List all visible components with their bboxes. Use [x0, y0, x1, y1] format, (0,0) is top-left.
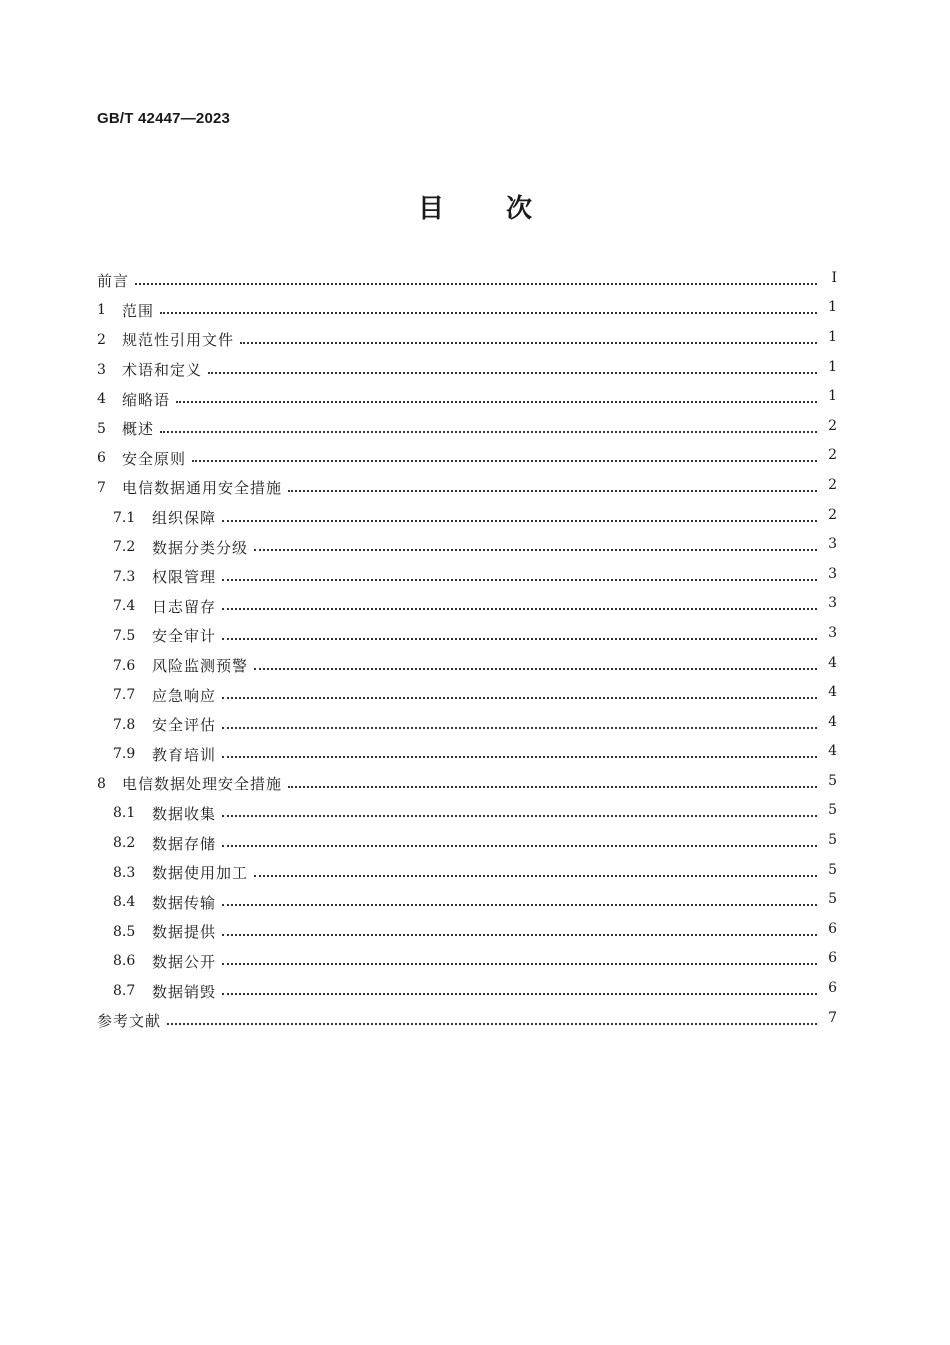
- toc-entry-number: 7.5: [113, 627, 136, 644]
- page-title: [0, 188, 950, 225]
- toc-entry[interactable]: [97, 325, 837, 355]
- toc-entry-label: 前言: [97, 272, 130, 291]
- toc-entry-page: 5: [828, 861, 837, 878]
- toc-entry-label: 数据提供: [152, 923, 217, 942]
- toc-entry-page: 1: [828, 388, 837, 405]
- toc-entry[interactable]: [97, 266, 837, 296]
- dot-leader: [240, 342, 817, 344]
- toc-entry-number: 7.4: [113, 598, 136, 615]
- toc-entry-number: 7.9: [113, 746, 136, 763]
- toc-entry[interactable]: [97, 473, 837, 503]
- toc-entry[interactable]: [97, 976, 837, 1006]
- toc-entry-page: 6: [828, 920, 837, 937]
- dot-leader: [160, 431, 817, 433]
- table-of-contents: [97, 266, 837, 1035]
- toc-entry-number: 5: [97, 420, 106, 437]
- toc-entry[interactable]: [97, 532, 837, 562]
- toc-entry-page: 5: [828, 832, 837, 849]
- standard-code: GB/T 42447—2023: [97, 110, 231, 127]
- toc-entry-page: 1: [828, 328, 837, 345]
- toc-entry-label: 数据销毁: [152, 982, 217, 1001]
- toc-entry-page: 6: [828, 980, 837, 997]
- toc-entry[interactable]: [97, 444, 837, 474]
- toc-entry[interactable]: [97, 414, 837, 444]
- toc-entry[interactable]: [97, 355, 837, 385]
- toc-entry[interactable]: [97, 947, 837, 977]
- toc-entry[interactable]: [97, 769, 837, 799]
- title-char-2: 次: [506, 194, 533, 224]
- dot-leader: [222, 638, 817, 640]
- dot-leader: [208, 372, 817, 374]
- dot-leader: [222, 579, 817, 581]
- toc-entry-label: 数据公开: [152, 952, 217, 971]
- toc-entry-number: 2: [97, 331, 106, 348]
- dot-leader: [254, 668, 817, 670]
- toc-entry-number: 7.2: [113, 539, 136, 556]
- toc-entry-label: 缩略语: [122, 390, 171, 409]
- dot-leader: [176, 401, 817, 403]
- toc-entry-page: 4: [828, 684, 837, 701]
- dot-leader: [160, 312, 817, 314]
- dot-leader: [222, 963, 817, 965]
- toc-entry[interactable]: [97, 296, 837, 326]
- toc-entry-number: 8.4: [113, 894, 136, 911]
- toc-entry-number: 8.2: [113, 835, 136, 852]
- toc-entry-label: 数据传输: [152, 893, 217, 912]
- toc-entry-page: 3: [828, 565, 837, 582]
- toc-entry-page: 3: [828, 624, 837, 641]
- toc-entry-number: 8.5: [113, 923, 136, 940]
- toc-entry-page: 5: [828, 802, 837, 819]
- dot-leader: [135, 283, 817, 285]
- toc-entry[interactable]: [97, 917, 837, 947]
- toc-entry-label: 日志留存: [152, 597, 217, 616]
- toc-entry-page: 2: [828, 506, 837, 523]
- toc-entry[interactable]: [97, 592, 837, 622]
- toc-entry-label: 参考文献: [97, 1012, 162, 1031]
- toc-entry-page: Ⅰ: [831, 269, 837, 286]
- toc-entry-page: 4: [828, 743, 837, 760]
- toc-entry-label: 范围: [122, 301, 155, 320]
- dot-leader: [222, 697, 817, 699]
- dot-leader: [222, 934, 817, 936]
- toc-entry-label: 电信数据通用安全措施: [122, 479, 283, 498]
- toc-entry-number: 8: [97, 775, 106, 792]
- toc-entry[interactable]: [97, 562, 837, 592]
- toc-entry[interactable]: [97, 887, 837, 917]
- toc-entry[interactable]: [97, 828, 837, 858]
- toc-entry-number: 6: [97, 450, 106, 467]
- toc-entry-number: 8.7: [113, 983, 136, 1000]
- toc-entry[interactable]: [97, 651, 837, 681]
- toc-entry-label: 风险监测预警: [152, 657, 249, 676]
- toc-entry-page: 2: [828, 476, 837, 493]
- dot-leader: [288, 490, 817, 492]
- dot-leader: [222, 727, 817, 729]
- toc-entry-label: 教育培训: [152, 745, 217, 764]
- toc-entry[interactable]: [97, 503, 837, 533]
- toc-entry-number: 8.3: [113, 864, 136, 881]
- toc-entry-number: 3: [97, 361, 106, 378]
- toc-entry-page: 3: [828, 595, 837, 612]
- dot-leader: [222, 520, 817, 522]
- toc-entry-page: 2: [828, 417, 837, 434]
- toc-entry-page: 4: [828, 713, 837, 730]
- toc-entry-label: 数据使用加工: [152, 864, 249, 883]
- dot-leader: [222, 993, 817, 995]
- toc-entry-label: 数据存储: [152, 834, 217, 853]
- dot-leader: [192, 460, 817, 462]
- toc-entry[interactable]: [97, 384, 837, 414]
- toc-entry[interactable]: [97, 740, 837, 770]
- toc-entry[interactable]: [97, 799, 837, 829]
- toc-entry-number: 8.6: [113, 953, 136, 970]
- toc-entry-label: 安全评估: [152, 716, 217, 735]
- toc-entry-number: 7: [97, 479, 106, 496]
- dot-leader: [222, 815, 817, 817]
- toc-entry-label: 数据收集: [152, 804, 217, 823]
- toc-entry-label: 电信数据处理安全措施: [122, 775, 283, 794]
- toc-entry-number: 7.1: [113, 509, 136, 526]
- toc-entry-label: 概述: [122, 420, 155, 439]
- toc-entry-label: 组织保障: [152, 509, 217, 528]
- toc-entry-page: 2: [828, 447, 837, 464]
- toc-entry-page: 5: [828, 772, 837, 789]
- dot-leader: [254, 875, 817, 877]
- toc-entry-number: 7.7: [113, 687, 136, 704]
- toc-entry-label: 数据分类分级: [152, 538, 249, 557]
- toc-entry-page: 5: [828, 891, 837, 908]
- toc-entry-number: 7.3: [113, 568, 136, 585]
- toc-entry[interactable]: [97, 1006, 837, 1036]
- dot-leader: [222, 845, 817, 847]
- dot-leader: [167, 1023, 817, 1025]
- toc-entry-label: 安全原则: [122, 449, 187, 468]
- toc-entry-label: 规范性引用文件: [122, 331, 235, 350]
- toc-entry[interactable]: [97, 621, 837, 651]
- toc-entry[interactable]: [97, 858, 837, 888]
- toc-entry-page: 1: [828, 358, 837, 375]
- toc-entry-label: 权限管理: [152, 568, 217, 587]
- toc-entry-number: 8.1: [113, 805, 136, 822]
- toc-entry-number: 7.6: [113, 657, 136, 674]
- toc-entry-label: 安全审计: [152, 627, 217, 646]
- toc-entry-number: 4: [97, 391, 106, 408]
- toc-entry-number: 7.8: [113, 716, 136, 733]
- toc-entry-page: 1: [828, 299, 837, 316]
- toc-entry-label: 应急响应: [152, 686, 217, 705]
- dot-leader: [288, 786, 817, 788]
- toc-entry-page: 7: [828, 1009, 837, 1026]
- dot-leader: [222, 608, 817, 610]
- toc-entry[interactable]: [97, 680, 837, 710]
- title-char-1: 目: [417, 194, 444, 224]
- toc-entry-page: 3: [828, 536, 837, 553]
- dot-leader: [222, 904, 817, 906]
- dot-leader: [222, 756, 817, 758]
- dot-leader: [254, 549, 817, 551]
- toc-entry[interactable]: [97, 710, 837, 740]
- toc-entry-page: 6: [828, 950, 837, 967]
- toc-entry-number: 1: [97, 302, 106, 319]
- toc-entry-label: 术语和定义: [122, 361, 203, 380]
- toc-entry-page: 4: [828, 654, 837, 671]
